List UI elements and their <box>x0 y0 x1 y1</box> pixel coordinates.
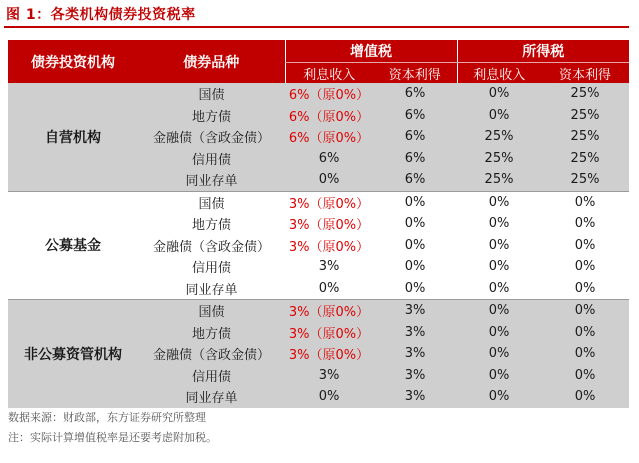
income-tax-capital-cell: 0% <box>541 386 629 408</box>
income-tax-interest-cell: 0% <box>457 235 541 257</box>
income-tax-interest-cell: 25% <box>457 169 541 191</box>
vat-interest-cell: 0% <box>285 278 373 300</box>
income-tax-interest-cell: 25% <box>457 148 541 170</box>
vat-capital-cell: 3% <box>373 343 457 365</box>
header-it-capital: 资本利得 <box>541 63 629 84</box>
bond-type-cell: 信用债 <box>138 256 285 278</box>
income-tax-interest-cell: 0% <box>457 191 541 213</box>
bond-type-cell: 国债 <box>138 191 285 213</box>
bond-type-cell: 国债 <box>138 300 285 322</box>
income-tax-capital-cell: 0% <box>541 300 629 322</box>
header-bond-type: 债券品种 <box>138 40 285 83</box>
vat-interest-cell: 3%（原0%） <box>285 322 373 344</box>
income-tax-capital-cell: 0% <box>541 343 629 365</box>
title-rule <box>4 26 629 28</box>
vat-interest-cell: 6%（原0%） <box>285 83 373 105</box>
header-vat-interest: 利息收入 <box>285 63 373 84</box>
income-tax-capital-cell: 0% <box>541 365 629 387</box>
header-vat-capital: 资本利得 <box>373 63 457 84</box>
vat-interest-cell: 3%（原0%） <box>285 235 373 257</box>
income-tax-capital-cell: 25% <box>541 169 629 191</box>
vat-interest-cell: 6%（原0%） <box>285 105 373 127</box>
vat-capital-cell: 3% <box>373 300 457 322</box>
income-tax-interest-cell: 0% <box>457 386 541 408</box>
income-tax-interest-cell: 25% <box>457 126 541 148</box>
vat-capital-cell: 6% <box>373 148 457 170</box>
income-tax-capital-cell: 0% <box>541 235 629 257</box>
vat-capital-cell: 0% <box>373 235 457 257</box>
institution-cell: 自营机构 <box>8 83 138 191</box>
income-tax-capital-cell: 0% <box>541 322 629 344</box>
vat-interest-cell: 0% <box>285 169 373 191</box>
vat-interest-cell: 3%（原0%） <box>285 343 373 365</box>
vat-interest-cell: 3%（原0%） <box>285 191 373 213</box>
vat-interest-cell: 3% <box>285 365 373 387</box>
bond-type-cell: 金融债（含政金债） <box>138 126 285 148</box>
income-tax-interest-cell: 0% <box>457 365 541 387</box>
vat-capital-cell: 3% <box>373 386 457 408</box>
vat-interest-cell: 3%（原0%） <box>285 300 373 322</box>
vat-capital-cell: 0% <box>373 191 457 213</box>
vat-capital-cell: 6% <box>373 169 457 191</box>
bond-type-cell: 地方债 <box>138 322 285 344</box>
source-note: 数据来源：财政部，东方证券研究所整理 <box>8 411 206 424</box>
income-tax-interest-cell: 0% <box>457 278 541 300</box>
income-tax-capital-cell: 25% <box>541 126 629 148</box>
vat-capital-cell: 6% <box>373 105 457 127</box>
header-institution: 债券投资机构 <box>8 40 138 83</box>
table-row <box>8 83 629 105</box>
vat-capital-cell: 0% <box>373 213 457 235</box>
bond-type-cell: 同业存单 <box>138 386 285 408</box>
income-tax-interest-cell: 0% <box>457 343 541 365</box>
footnote: 注：实际计算增值税率是还要考虑附加税。 <box>8 431 217 444</box>
bond-type-cell: 金融债（含政金债） <box>138 235 285 257</box>
vat-capital-cell: 3% <box>373 365 457 387</box>
vat-interest-cell: 6%（原0%） <box>285 126 373 148</box>
income-tax-capital-cell: 25% <box>541 83 629 105</box>
bond-type-cell: 同业存单 <box>138 278 285 300</box>
income-tax-interest-cell: 0% <box>457 300 541 322</box>
bond-type-cell: 地方债 <box>138 105 285 127</box>
header-it-interest: 利息收入 <box>457 63 541 84</box>
vat-capital-cell: 6% <box>373 83 457 105</box>
bond-type-cell: 金融债（含政金债） <box>138 343 285 365</box>
figure-title: 图 1：各类机构债券投资税率 <box>6 7 196 23</box>
vat-capital-cell: 6% <box>373 126 457 148</box>
bond-type-cell: 信用债 <box>138 365 285 387</box>
income-tax-capital-cell: 0% <box>541 256 629 278</box>
income-tax-interest-cell: 0% <box>457 322 541 344</box>
header-income-tax: 所得税 <box>457 40 629 63</box>
vat-interest-cell: 6% <box>285 148 373 170</box>
tax-rate-table <box>8 40 629 408</box>
table-row <box>8 191 629 213</box>
income-tax-capital-cell: 0% <box>541 213 629 235</box>
vat-capital-cell: 0% <box>373 278 457 300</box>
vat-capital-cell: 3% <box>373 322 457 344</box>
vat-interest-cell: 3%（原0%） <box>285 213 373 235</box>
income-tax-interest-cell: 0% <box>457 83 541 105</box>
income-tax-interest-cell: 0% <box>457 256 541 278</box>
vat-interest-cell: 0% <box>285 386 373 408</box>
income-tax-interest-cell: 0% <box>457 213 541 235</box>
table-row <box>8 300 629 322</box>
bond-type-cell: 同业存单 <box>138 169 285 191</box>
income-tax-capital-cell: 0% <box>541 191 629 213</box>
header-vat: 增值税 <box>285 40 457 63</box>
institution-cell: 公募基金 <box>8 191 138 300</box>
income-tax-interest-cell: 0% <box>457 105 541 127</box>
bond-type-cell: 信用债 <box>138 148 285 170</box>
income-tax-capital-cell: 25% <box>541 148 629 170</box>
vat-interest-cell: 3% <box>285 256 373 278</box>
institution-cell: 非公募资管机构 <box>8 300 138 408</box>
income-tax-capital-cell: 25% <box>541 105 629 127</box>
bond-type-cell: 地方债 <box>138 213 285 235</box>
bond-type-cell: 国债 <box>138 83 285 105</box>
income-tax-capital-cell: 0% <box>541 278 629 300</box>
vat-capital-cell: 0% <box>373 256 457 278</box>
